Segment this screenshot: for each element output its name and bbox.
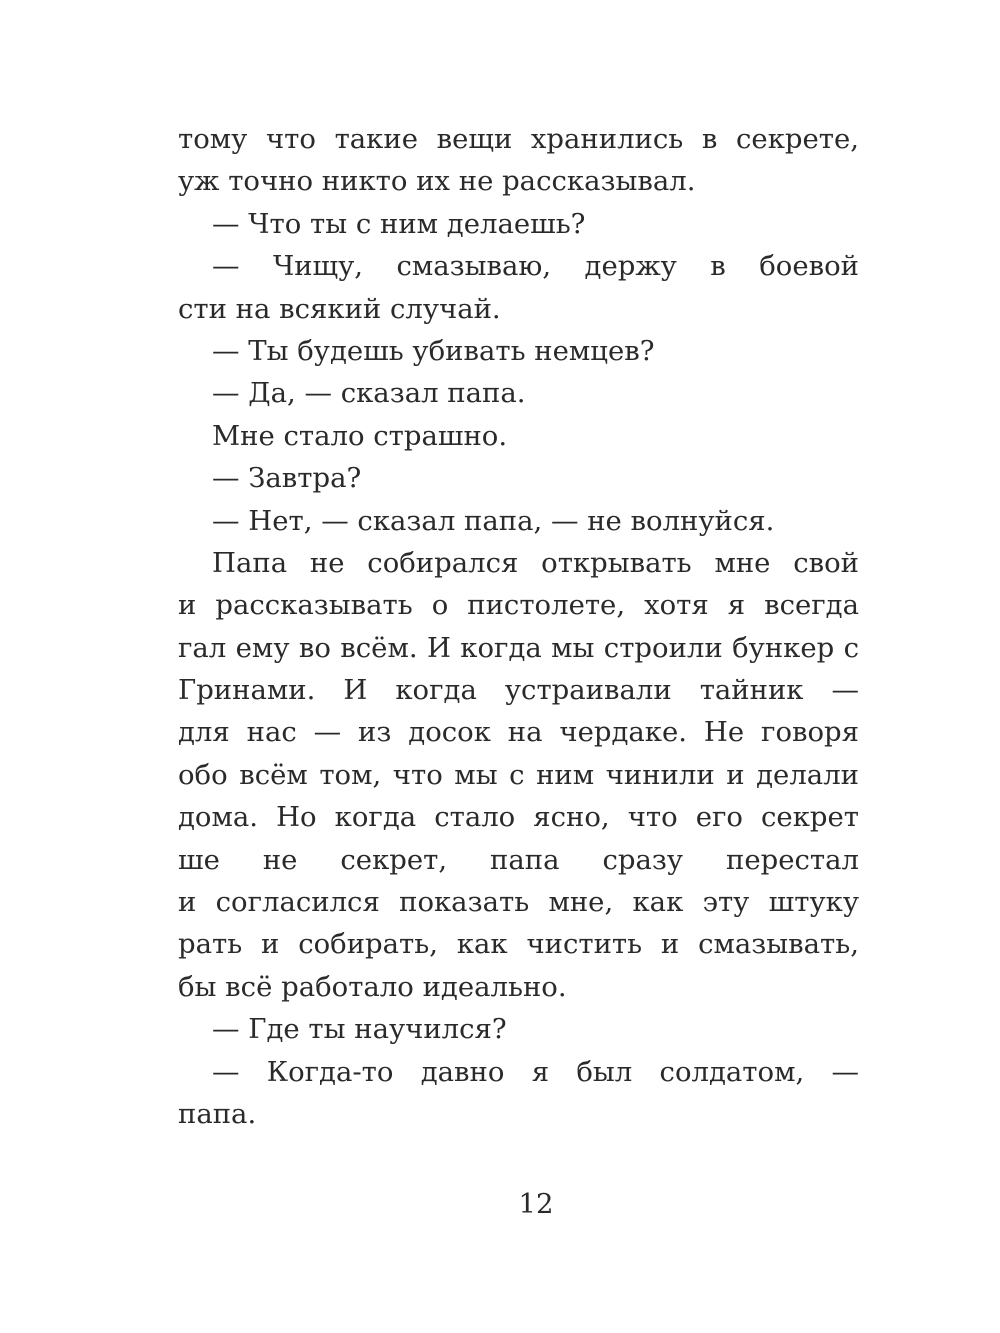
text-line: ше не секрет, папа сразу перестал [178, 843, 859, 876]
text-line: и согласился показать мне, как эту штуку [178, 886, 859, 919]
text-line: обо всём том, что мы с ним чинили и делали [178, 758, 859, 791]
text-line: папа. [178, 1097, 257, 1130]
text-line: и рассказывать о пистолете, хотя я всегда [178, 589, 859, 622]
text-line: для нас — из досок на чердаке. Не говоря [178, 716, 859, 749]
dialogue-line: — Где ты научился? [212, 1013, 507, 1046]
text-line: гал ему во всём. И когда мы строили бункер с [178, 631, 859, 664]
dialogue-line: — Завтра? [212, 462, 362, 495]
text-line: сти на всякий случай. [178, 292, 501, 325]
dialogue-line: — Нет, — сказал папа, — не волнуйся. [212, 504, 775, 537]
dialogue-line: — Да, — сказал папа. [212, 377, 526, 410]
dialogue-line: — Чищу, смазываю, держу в боевой [212, 250, 859, 283]
dialogue-line: — Что ты с ним делаешь? [212, 207, 586, 240]
text-line: бы всё работало идеально. [178, 970, 567, 1003]
text-line: дома. Но когда стало ясно, что его секрет [178, 801, 859, 834]
page-number: 12 [518, 1188, 554, 1220]
text-line: Мне стало страшно. [212, 419, 508, 452]
text-line: Гринами. И когда устраивали тайник — [178, 674, 859, 707]
dialogue-line: — Ты будешь убивать немцев? [212, 334, 655, 367]
dialogue-line: — Когда-то давно я был солдатом, — [212, 1055, 859, 1088]
text-line: рать и собирать, как чистить и смазывать, [178, 928, 859, 961]
text-line: Папа не собирался открывать мне свой [212, 546, 859, 579]
text-line: уж точно никто их не рассказывал. [178, 165, 696, 198]
text-line: тому что такие вещи хранились в секрете, [178, 123, 859, 155]
body-text [178, 118, 859, 1135]
